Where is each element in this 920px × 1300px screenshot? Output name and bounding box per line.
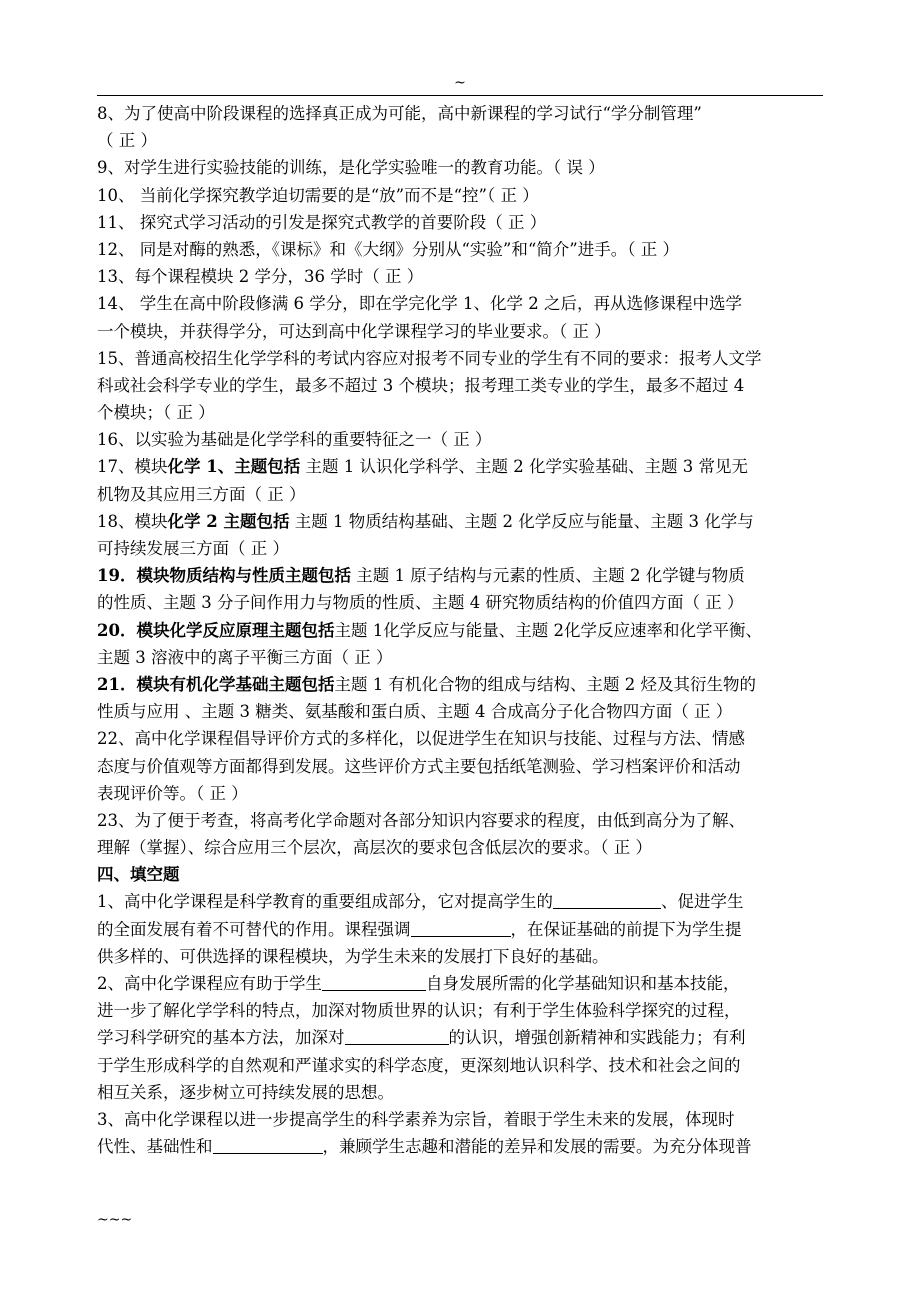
text-line: 14、 学生在高中阶段修满 6 学分，即在学完化学 1、化学 2 之后，再从选修课程中选学 [97,294,742,314]
header-mark: ~ [454,75,466,91]
text-line: （ 正 ） [97,131,157,151]
text-line [97,970,837,997]
fill-blank[interactable] [411,919,511,937]
header-rule [97,95,823,96]
text-line: 8、为了使高中阶段课程的选择真正成为可能，高中新课程的学习试行“学分制管理” [97,104,702,123]
text-line [97,562,837,589]
text-run: 的认识，增强创新精神和实践能力；有利 [448,1028,746,1048]
text-line: 个模块；（ 正 ） [97,403,215,423]
text-line: 11、 探究式学习活动的引发是探究式教学的首要阶段（ 正 ） [97,212,547,232]
text-run: 17、模块 [97,457,168,477]
fill-blank[interactable] [213,1136,323,1154]
text-line: 表现评价等。（ 正 ） [97,783,248,803]
text-run: 的全面发展有着不可替代的作用。课程强调 [97,919,411,939]
text-line: 可持续发展三方面（ 正 ） [97,539,289,558]
text-line: 9、对学生进行实验技能的训练，是化学实验唯一的教育功能。（ 误 ） [97,158,605,178]
text-run: 主题 1化学反应与能量、主题 2化学反应速率和化学平衡、 [334,620,762,640]
text-line: 15、普通高校招生化学学科的考试内容应对报考不同专业的学生有不同的要求：报考人文学 [97,348,762,368]
fill-blank[interactable] [345,1027,449,1045]
bold-text-run: 化学 1、主题包括 [167,457,301,477]
text-line: 性质与应用 、主题 3 糖类、氨基酸和蛋白质、主题 4 合成高分子化合物四方面（ 正 ） [97,702,733,722]
text-line [97,453,837,480]
bold-text-run: 21．模块有机化学基础主题包括 [97,674,335,694]
text-line: 22、高中化学课程倡导评价方式的多样化，以促进学生在知识与技能、过程与方法、情感 [97,729,745,749]
text-line [97,888,837,915]
text-line [97,1024,837,1051]
text-line: 23、为了便于考查，将高考化学命题对各部分知识内容要求的程度，由低到高分为了解、 [97,810,745,830]
text-line: 理解（掌握）、综合应用三个层次，高层次的要求包含低层次的要求。（ 正 ） [97,838,652,858]
text-line [97,1133,837,1160]
fill-blank[interactable] [553,891,661,909]
bold-text-run: 19．模块物质结构与性质主题包括 [97,566,351,586]
text-run: 学习科学研究的基本方法，加深对 [97,1028,345,1048]
text-line [97,916,837,943]
text-line: 科或社会科学专业的学生，最多不超过 3 个模块；报考理工类专业的学生，最多不超过 4 [97,375,745,395]
text-line: 3、高中化学课程以进一步提高学生的科学素养为宗旨，着眼于学生未来的发展，体现时 [97,1109,735,1129]
text-line: 相互关系，逐步树立可持续发展的思想。 [97,1082,394,1102]
text-line: 于学生形成科学的自然观和严谨求实的科学态度，更深刻地认识科学、技术和社会之间的 [97,1055,741,1075]
text-line: 进一步了解化学学科的特点，加深对物质世界的认识；有利于学生体验科学探究的过程， [97,1001,741,1021]
text-line: 10、 当前化学探究教学迫切需要的是“放”而不是“控”（ 正 ） [97,185,539,205]
text-line: 13、每个课程模块 2 学分，36 学时（ 正 ） [97,267,424,287]
bold-text-run: 化学 2 主题包括 [167,511,290,531]
text-run: 自身发展所需的化学基础知识和基本技能， [426,974,740,993]
text-run: 主题 1 有机化合物的组成与结构、主题 2 烃及其衍生物的 [334,674,756,694]
text-line: 一个模块，并获得学分，可达到高中化学课程学习的毕业要求。（ 正 ） [97,321,611,341]
text-run: 代性、基础性和 [97,1137,213,1157]
text-line: 机物及其应用三方面（ 正 ） [97,484,306,504]
text-run: 、促进学生 [661,892,744,912]
text-line: 供多样的、可供选择的课程模块，为学生未来的发展打下良好的基础。 [97,946,609,966]
text-line: 16、以实验为基础是化学学科的重要特征之一（ 正 ） [97,430,492,450]
text-line [97,508,837,535]
fill-blank[interactable] [322,973,426,991]
text-line: 态度与价值观等方面都得到发展。这些评价方式主要包括纸笔测验、学习档案评价和活动 [97,756,741,776]
text-run: 2、高中化学课程应有助于学生 [97,974,322,993]
text-line: 12、 同是对酶的熟悉，《课标》和《大纲》分别从“实验”和“简介”进手。（ 正 ） [97,239,679,259]
bold-text-run: 20．模块化学反应原理主题包括 [97,620,335,640]
document-body [97,100,837,1160]
text-run: ，兼顾学生志趣和潜能的差异和发展的需要。为充分体现普 [322,1137,752,1157]
section-heading: 四、填空题 [97,865,180,885]
footer-mark: ~~~ [97,1212,133,1228]
text-line [97,671,837,698]
text-run: 18、模块 [97,511,168,531]
text-line: 的性质、主题 3 分子间作用力与物质的性质、主题 4 研究物质结构的价值四方面（ 正 ） [97,593,744,613]
text-run: ，在保证基础的前提下为学生提 [510,919,742,939]
text-run: 1、高中化学课程是科学教育的重要组成部分，它对提高学生的 [97,892,553,912]
text-line: 主题 3 溶液中的离子平衡三方面（ 正 ） [97,647,393,667]
text-run: 主题 1 原子结构与元素的性质、主题 2 化学键与物质 [350,566,745,586]
text-run: 主题 1 物质结构基础、主题 2 化学反应与能量、主题 3 化学与 [289,511,754,531]
text-run: 主题 1 认识化学科学、主题 2 化学实验基础、主题 3 常见无 [300,457,748,477]
text-line [97,617,837,644]
